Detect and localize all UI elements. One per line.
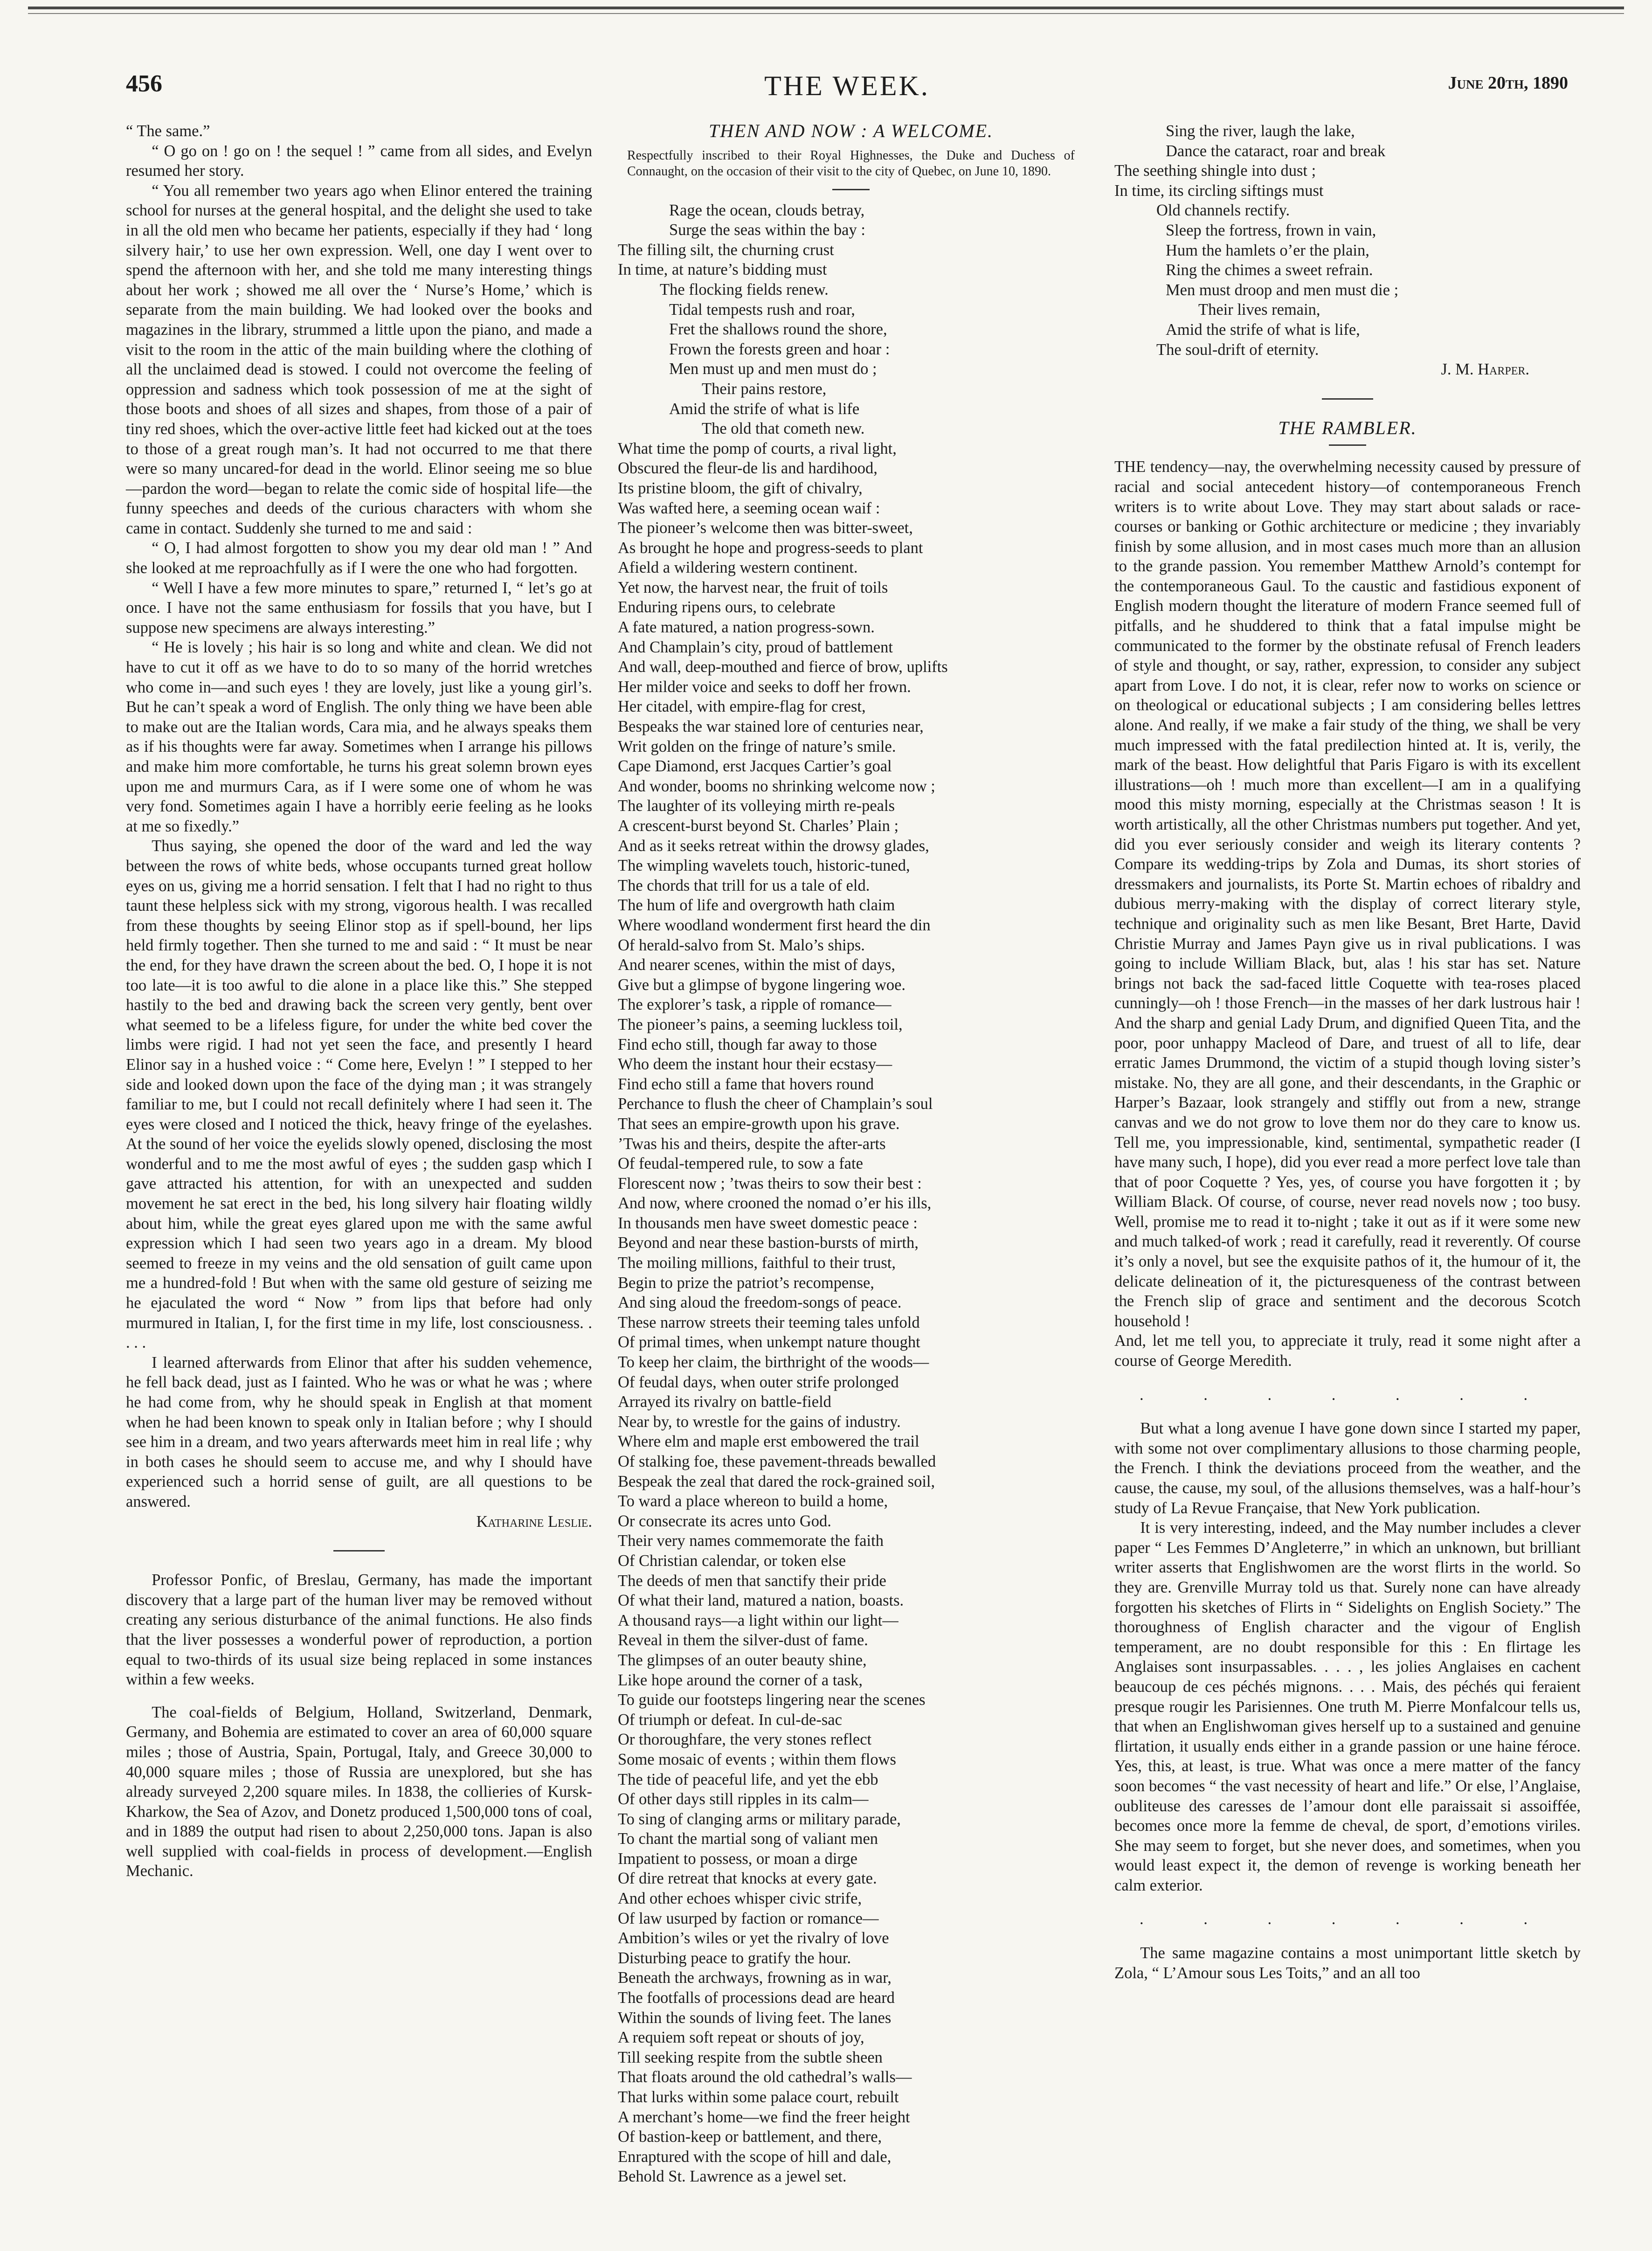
poem-signature: J. M. Harper. [1441, 360, 1529, 379]
poem-line: Of dire retreat that knocks at every gate. [618, 1870, 877, 1888]
story-paragraph: “ O, I had almost forgotten to show you my dear old man ! ” And she looked at me reproachfully as if I were the one who had forgotten. [126, 539, 592, 577]
story-paragraph: “ The same.” [126, 122, 210, 140]
poem-line: Old channels rectify. [1156, 201, 1290, 220]
poem-line: A fate matured, a nation progress-sown. [618, 618, 875, 637]
poem-line: To ward a place whereon to build a home, [618, 1492, 888, 1510]
poem-line: A crescent-burst beyond St. Charles’ Plain ; [618, 817, 899, 835]
rambler-paragraph: But what a long avenue I have gone down since I started my paper, with some not over complimentary allusions to those charming people, the French. I think the deviations proceed from the weather, and the cause, the cause, my soul, of the allusions themselves, was a half-hour’s study of La Revue Française, that New York publication. [1114, 1420, 1581, 1517]
poem-line: That sees an empire-growth upon his grave. [618, 1115, 900, 1133]
poem-line: Of law usurped by faction or romance— [618, 1909, 879, 1927]
poem-line: The old that cometh new. [702, 420, 865, 438]
poem-line: Dance the cataract, roar and break [1166, 142, 1386, 160]
science-note-liver: Professor Ponfic, of Breslau, Germany, has made the important discovery that a large part of the human liver may be removed without creating any serious disturbance of the animal functions. He also finds that the liver possesses a wonderful power of reproduction, a portion equal to two-thirds of its usual size being replaced in some instances within a few weeks. [126, 1571, 592, 1689]
poem-line: Her milder voice and seeks to doff her frown. [618, 678, 911, 696]
poem-line: And now, where crooned the nomad o’er his ills, [618, 1194, 932, 1212]
poem-line: The laughter of its volleying mirth re-peals [618, 797, 895, 815]
poem-line: The footfalls of processions dead are heard [618, 1989, 895, 2007]
poem-line: Of Christian calendar, or token else [618, 1551, 846, 1570]
poem-line: In time, its circling siftings must [1114, 181, 1324, 200]
poem-line: Arrayed its rivalry on battle-field [618, 1393, 831, 1411]
poem-line: Tidal tempests rush and roar, [669, 300, 855, 319]
poem-line: Bespeak the zeal that dared the rock-grained soil, [618, 1472, 935, 1490]
issue-date: June 20th, 1890 [1448, 73, 1568, 93]
poem-line: Enraptured with the scope of hill and dale, [618, 2147, 892, 2166]
poem-line: The filling silt, the churning crust [618, 241, 834, 259]
story-paragraph: “ O go on ! go on ! the sequel ! ” came from all sides, and Evelyn resumed her story. [126, 142, 592, 180]
section-dots: . . . . . . . [1139, 1910, 1556, 1928]
poem-divider [832, 189, 870, 190]
story-paragraph: “ Well I have a few more minutes to spare,” returned I, “ let’s go at once. I have not the same enthusiasm for fossils that you have, but I suppose new specimens are always interesting.” [126, 579, 592, 637]
poem-line: The tide of peaceful life, and yet the ebb [618, 1770, 878, 1788]
poem-line: Who deem the instant hour their ecstasy— [618, 1055, 892, 1074]
top-border-rule-thin [28, 13, 1624, 14]
rambler-paragraph: THE tendency—nay, the overwhelming necessity caused by pressure of racial and social antecedent history—of contemporaneous French writers is to write about Love. They may start about salads or race-courses or banking or Gothic architecture or medicine ; they invariably finish by some allusion, and in most cases much more than an allusion to the grande passion. You remember Matthew Arnold’s contempt for the contemporaneous Gaul. To the caustic and fastidious exponent of English modern thought the literature of modern France seemed full of pitfalls, and he shuddered to think that a fatal impulse might be communicated to the former by the obstinate refusal of French leaders of style and thought, or say, rather, expression, to consider any subject apart from Love. I do not, it is clear, refer now to works on science or on theological or educational subjects ; I am considering belles lettres alone. And really, if we make a fair study of the thing, we shall be very much impressed with the fatal predilection hinted at. It is, verily, the mark of the beast. How delightful that Paris Figaro is with its excellent illustrations—oh ! much more than excellent—I am in a qualifying mood this misty morning, especially at the Christmas season ! It is worth artistically, all the other Christmas numbers put together. And yet, did you ever seriously consider and weigh its literary contents ? Compare its wedding-trips by Zola and Dumas, its short stories of dressmakers and journalists, its Porte St. Martin echoes of ribaldry and dubious merry-making with the display of correct literary style, technique and originality such as men like Besant, Bret Harte, David Christie Murray and James Payn give us in rival publications. I was going to include William Black, but, alas ! his star has set. Nature brings not back the sad-faced little Coquette with tea-roses placed cunningly—oh ! those French—in the masses of her dark lustrous hair ! And the sharp and genial Lady Drum, and dignified Queen Tita, and the poor, poor unhappy Macleod of Dare, and truest of all to life, dear erratic James Drummond, the victim of a stupid though loving sister’s mistake. No, they are all gone, and their descendants, in the Graphic or Harper’s Bazaar, look strangely and stiffly out from a new, strange canvas and we do not grow to love them nor do they care to know us. Tell me, you impressionable, kind, sentimental, sympathetic reader (I have many such, I hope), did you ever read a more perfect love tale than that of poor Coquette ? Yes, yes, of course you have forgotten it ; by William Black. Of course, of course, never read novels now ; too busy. Well, promise me to read it to-night ; take it out as if it were some new and much talked-of work ; read it carefully, read it reverently. Of course it’s only a novel, but see the exquisite pathos of it, the humour of it, the delicate delineation of it, the picturesqueness of the contrast between the French slip of grace and sentiment and the decorous Scotch household ! [1114, 458, 1581, 1330]
poem-body-continued [1114, 121, 1581, 360]
poem-line: Some mosaic of events ; within them flows [618, 1750, 896, 1768]
poem-line: Near by, to wrestle for the gains of industry. [618, 1413, 901, 1431]
poem-line: Their pains restore, [702, 380, 827, 398]
rambler-title: THE RAMBLER. [1278, 417, 1417, 438]
poem-line: The soul-drift of eternity. [1156, 340, 1319, 359]
poem-line: The pioneer’s pains, a seeming luckless toil, [618, 1015, 903, 1033]
poem-line: Enduring ripens ours, to celebrate [618, 598, 836, 616]
poem-line: To chant the martial song of valiant men [618, 1830, 878, 1848]
poem-line: Perchance to flush the cheer of Champlain’s soul [618, 1095, 933, 1113]
section-divider [1322, 398, 1373, 400]
poem-line: Beneath the archways, frowning as in war, [618, 1969, 892, 1987]
poem-line: A merchant’s home—we find the freer height [618, 2108, 910, 2126]
poem-title: THEN AND NOW : A WELCOME. [708, 120, 994, 141]
poem-line: Hum the hamlets o’er the plain, [1166, 241, 1369, 259]
poem-line: And as it seeks retreat within the drowsy glades, [618, 837, 929, 855]
poem-line: Rage the ocean, clouds betray, [669, 201, 865, 219]
poem-body [618, 201, 1084, 2187]
poem-line: Of feudal days, when outer strife prolonged [618, 1373, 899, 1391]
poem-line: Writ golden on the fringe of nature’s smile. [618, 737, 896, 755]
poem-line: That lurks within some palace court, rebuilt [618, 2088, 899, 2106]
poem-line: Sleep the fortress, frown in vain, [1166, 221, 1376, 239]
poem-line: The explorer’s task, a ripple of romance— [618, 996, 892, 1014]
poem-line: Amid the strife of what is life [669, 400, 860, 418]
poem-line: Disturbing peace to gratify the hour. [618, 1949, 851, 1967]
poem-line: Florescent now ; ’twas theirs to sow their best : [618, 1174, 922, 1192]
poem-line: The wimpling wavelets touch, historic-tuned, [618, 857, 910, 875]
poem-line: Sing the river, laugh the lake, [1166, 122, 1355, 140]
poem-line: Fret the shallows round the shore, [669, 320, 887, 339]
poem-line: The flocking fields renew. [660, 280, 829, 298]
poem-line: Their lives remain, [1198, 301, 1320, 319]
poem-line: The hum of life and overgrowth hath claim [618, 896, 895, 914]
poem-line: In time, at nature’s bidding must [618, 261, 827, 279]
journal-title: THE WEEK. [764, 70, 930, 101]
poem-line: Where woodland wonderment first heard the din [618, 916, 931, 934]
poem-line: A requiem soft repeat or shouts of joy, [618, 2029, 864, 2047]
poem-line: Find echo still a fame that hovers round [618, 1075, 874, 1093]
poem-line: Cape Diamond, erst Jacques Cartier’s goal [618, 757, 892, 776]
poem-line: Bespeaks the war stained lore of centuries near, [618, 718, 924, 736]
poem-line: The deeds of men that sanctify their pride [618, 1572, 886, 1590]
poem-line: Afield a wildering western continent. [618, 559, 858, 577]
poem-line: Impatient to possess, or moan a dirge [618, 1849, 857, 1868]
poem-line: A thousand rays—a light within our light— [618, 1611, 899, 1629]
poem-line: Behold St. Lawrence as a jewel set. [618, 2168, 847, 2186]
poem-line: Begin to prize the patriot’s recompense, [618, 1274, 874, 1292]
poem-line: Was wafted here, a seeming ocean waif : [618, 499, 880, 517]
poem-line: Of herald-salvo from St. Malo’s ships. [618, 936, 865, 954]
column-right [1114, 121, 1581, 1983]
section-dots: . . . . . . . [1139, 1385, 1556, 1404]
poem-line: Of feudal-tempered rule, to sow a fate [618, 1155, 863, 1173]
poem-line: ’Twas his and theirs, despite the after-arts [618, 1135, 886, 1153]
section-divider [333, 1550, 385, 1551]
poem-line: Of bastion-keep or battlement, and there, [618, 2128, 882, 2146]
poem-line: To keep her claim, the birthright of the woods— [618, 1353, 929, 1371]
poem-line: Amid the strife of what is life, [1166, 320, 1360, 339]
poem-line: The pioneer’s welcome then was bitter-sweet, [618, 519, 913, 537]
rambler-paragraph: It is very interesting, indeed, and the May number includes a clever paper “ Les Femmes D’Angleterre,” in which an unknown, but brilliant writer asserts that Englishwomen are the worst flirts in the world. So they are. Grenville Murray told us that. Surely none can have already forgotten his sketches of Flirts in “ Sidelights on English Society.” The thoroughness of English character and the vigour of English temperament, are no doubt responsible for this : En flirtage les Anglaises sont insurpassables. . . . , les jolies Anglaises en cachent beaucoup de ces péchés mignons. . . . Mais, des péchés qui feraient presque rougir les Parisiennes. One truth M. Pierre Monfalcour tells us, that when an Englishwoman gives herself up to a sustained and genuine flirtation, it usually ends either in a grande passion or une haine féroce. Yes, this, at least, is true. What was once a mere matter of the fancy soon becomes “ the vast necessity of heart and life.” Or else, l’Anglaise, oubliteuse des caresses de l’amour dont elle paraissait si assoiffée, becomes once more la femme de cheval, de sport, d’emotions viriles. She may seem to forget, but she never does, and sometimes, when you would least expect it, the demon of revenge is working beneath her calm exterior. [1114, 1519, 1581, 1894]
poem-line: Or consecrate its acres unto God. [618, 1512, 831, 1530]
top-border-rule [28, 7, 1624, 9]
poem-line: And nearer scenes, within the mist of days, [618, 956, 895, 974]
poem-line: Surge the seas within the bay : [669, 221, 865, 239]
poem-line: What time the pomp of courts, a rival light, [618, 439, 897, 457]
poem-line: Their very names commemorate the faith [618, 1532, 884, 1550]
story-paragraph: Thus saying, she opened the door of the ward and led the way between the rows of white beds, whose occupants turned great hollow eyes on us, giving me a horrid sensation. I felt that I had no right to thus taunt these helpless sick with my strong, vigorous health. I was recalled from these thoughts by seeing Elinor stop as if spell-bound, her lips held firmly together. Then she turned to me and said : “ It must be near the end, for they have drawn the screen about the bed. O, I hope it is not too late—it is too awful to die alone in a place like this.” She stepped hastily to the bed and drawing back the screen very gently, bent over what seemed to be a lifeless figure, for under the white bed cover the limbs were rigid. I had not yet seen the face, and presently I heard Elinor say in a hushed voice : “ Come here, Evelyn ! ” I stepped to her side and looked down upon the face of the dying man ; it was strangely familiar to me, but I could not recall definitely where I had seen it. The eyes were closed and I noticed the thick, heavy fringe of the eyelashes. At the sound of her voice the eyelids slowly opened, disclosing the most wonderful and to me the most awful of eyes ; the sudden gasp which I gave attracted his attention, for with an unexpected and sudden movement he sat erect in the bed, his long silvery hair floating wildly about him, while the great eyes glared upon me with the same awful expression which I had seen two years ago in a dream. My blood seemed to freeze in my veins and the old sensation of guilt came upon me a hundred-fold ! But when with the same old gesture of seizing me he ejaculated the word “ Now ” from lips that before had only murmured in Italian, I, for the first time in my life, lost consciousness. . . . . [126, 837, 592, 1352]
poem-line: Like hope around the corner of a task, [618, 1671, 863, 1689]
page-header [126, 70, 1568, 107]
poem-line: Of what their land, matured a nation, boasts. [618, 1592, 904, 1610]
poem-line: Of primal times, when unkempt nature thought [618, 1333, 920, 1351]
poem-line: Frown the forests green and hoar : [669, 340, 890, 358]
poem-line: The seething shingle into dust ; [1114, 162, 1316, 180]
poem-line: Find echo still, though far away to those [618, 1035, 877, 1053]
poem-line: To sing of clanging arms or military parade, [618, 1810, 901, 1828]
poem-line: In thousands men have sweet domestic peace : [618, 1214, 918, 1232]
rambler-paragraph: And, let me tell you, to appreciate it truly, read it some night after a course of George Meredith. [1114, 1332, 1581, 1370]
poem-line: Within the sounds of living feet. The lanes [618, 2009, 892, 2027]
poem-line: Of stalking foe, these pavement-threads bewalled [618, 1453, 936, 1470]
poem-line: Yet now, the harvest near, the fruit of toils [618, 578, 888, 596]
story-paragraph: I learned afterwards from Elinor that after his sudden vehemence, he fell back dead, just as I fainted. Who he was or what he was ; where he had come from, why he should speak in English at that moment when he had been known to speak only in Italian before ; why I should see him in a dream, and two years afterwards meet him in real life ; why in both cases he should seem to accuse me, and why I should have experienced such a horrid sense of guilt, are all questions to be answered. [126, 1353, 592, 1510]
poem-line: Give but a glimpse of bygone lingering woe. [618, 976, 906, 994]
story-paragraph: “ He is lovely ; his hair is so long and white and clean. We did not have to cut it off as we have to do to so many of the horrid wretches who come in—and such eyes ! they are lovely, just like a young girl’s. But he can’t speak a word of English. The only thing we have been able to make out are the Italian words, Cara mia, and he always speaks them as if his thoughts were far away. Sometimes when I arrange his pillows and make him more comfortable, he turns his great solemn brown eyes upon me and murmurs Cara, as if I were some one of whom he was very fond. Sometimes again I have a horribly eerie feeling as he looks at me so fixedly.” [126, 638, 592, 835]
poem-line: That floats around the old cathedral’s walls— [618, 2068, 912, 2086]
poem-line: And wonder, booms no shrinking welcome now ; [618, 777, 935, 795]
poem-line: Ring the chimes a sweet refrain. [1166, 261, 1373, 279]
poem-line: Of triumph or defeat. In cul-de-sac [618, 1711, 842, 1729]
column-middle [618, 121, 1084, 2187]
poem-line: Of other days still ripples in its calm— [618, 1790, 869, 1808]
rambler-title-rule [1329, 444, 1366, 446]
story-signature: Katharine Leslie. [476, 1512, 592, 1531]
rambler-paragraph: The same magazine contains a most unimportant little sketch by Zola, “ L’Amour sous Les Toits,” and an all too [1114, 1944, 1581, 1982]
poem-line: To guide our footsteps lingering near the scenes [618, 1691, 926, 1709]
poem-line: Her citadel, with empire-flag for crest, [618, 698, 866, 716]
poem-line: Men must droop and men must die ; [1166, 281, 1399, 299]
poem-line: These narrow streets their teeming tales unfold [618, 1313, 920, 1331]
poem-line: The moiling millions, faithful to their trust, [618, 1254, 896, 1272]
poem-line: And Champlain’s city, proud of battlement [618, 638, 893, 656]
poem-line: And other echoes whisper civic strife, [618, 1890, 862, 1908]
page-number: 456 [126, 70, 162, 97]
poem-line: Obscured the fleur-de lis and hardihood, [618, 459, 878, 478]
poem-line: The glimpses of an outer beauty shine, [618, 1651, 867, 1669]
poem-line: Reveal in them the silver-dust of fame. [618, 1631, 868, 1649]
poem-line: Till seeking respite from the subtle sheen [618, 2048, 883, 2066]
poem-line: The chords that trill for us a tale of eld. [618, 876, 870, 894]
poem-line: Ambition’s wiles or yet the rivalry of love [618, 1929, 889, 1947]
poem-line: Beyond and near these bastion-bursts of mirth, [618, 1234, 919, 1252]
science-note-coal: The coal-fields of Belgium, Holland, Switzerland, Denmark, Germany, and Bohemia are estimated to cover an area of 60,000 square miles ; those of Austria, Spain, Portugal, Italy, and Greece 30,000 to 40,000 square miles ; those of Russia are unexplored, but she has already surveyed 2,200 square miles. In 1838, the collieries of Kursk-Kharkow, the Sea of Azov, and Donetz produced 1,500,000 tons of coal, and in 1889 the output had risen to about 2,250,000 tons. Japan is also well supplied with coal-fields in process of development.—English Mechanic. [126, 1703, 592, 1880]
story-paragraph: “ You all remember two years ago when Elinor entered the training school for nurses at the general hospital, and the delight she used to take in all the old men who became her patients, especially if they had ‘ long silvery hair,’ to use her own expression. Well, one day I went over to spend the afternoon with her, and she told me many interesting things about her work ; showed me all over the ‘ Nurse’s Home,’ which is separate from the main building. We had looked over the books and magazines in the library, strummed a little upon the piano, and made a visit to the room in the attic of the main building where the clothing of all the unclaimed dead is stowed. I could not overcome the feeling of oppression and sadness which took possession of me at the sight of those boots and shoes of all sizes and shapes, from those of a pair of tiny red shoes, which the over-active little feet had kicked out at the toes to those of a great rough man’s. It had not occurred to me that there were so many uncared-for dead in the world. Elinor seeing me so blue—pardon the word—began to relate the comic side of hospital life—the funny speeches and deeds of the curious characters with whom she came in contact. Suddenly she turned to me and said : [126, 181, 592, 537]
poem-line: And sing aloud the freedom-songs of peace. [618, 1294, 902, 1312]
column-left [126, 121, 592, 1881]
poem-line: Its pristine bloom, the gift of chivalry, [618, 479, 863, 497]
poem-line: Where elm and maple erst embowered the trail [618, 1433, 919, 1451]
poem-line: As brought he hope and progress-seeds to plant [618, 539, 923, 557]
poem-line: Or thoroughfare, the very stones reflect [618, 1731, 872, 1749]
poem-dedication: Respectfully inscribed to their Royal Highnesses, the Duke and Duchess of Connaught, on the occasion of their visit to the city of Quebec, on June 10, 1890. [627, 148, 1075, 179]
poem-line: Men must up and men must do ; [669, 360, 877, 378]
poem-line: And wall, deep-mouthed and fierce of brow, uplifts [618, 658, 948, 676]
